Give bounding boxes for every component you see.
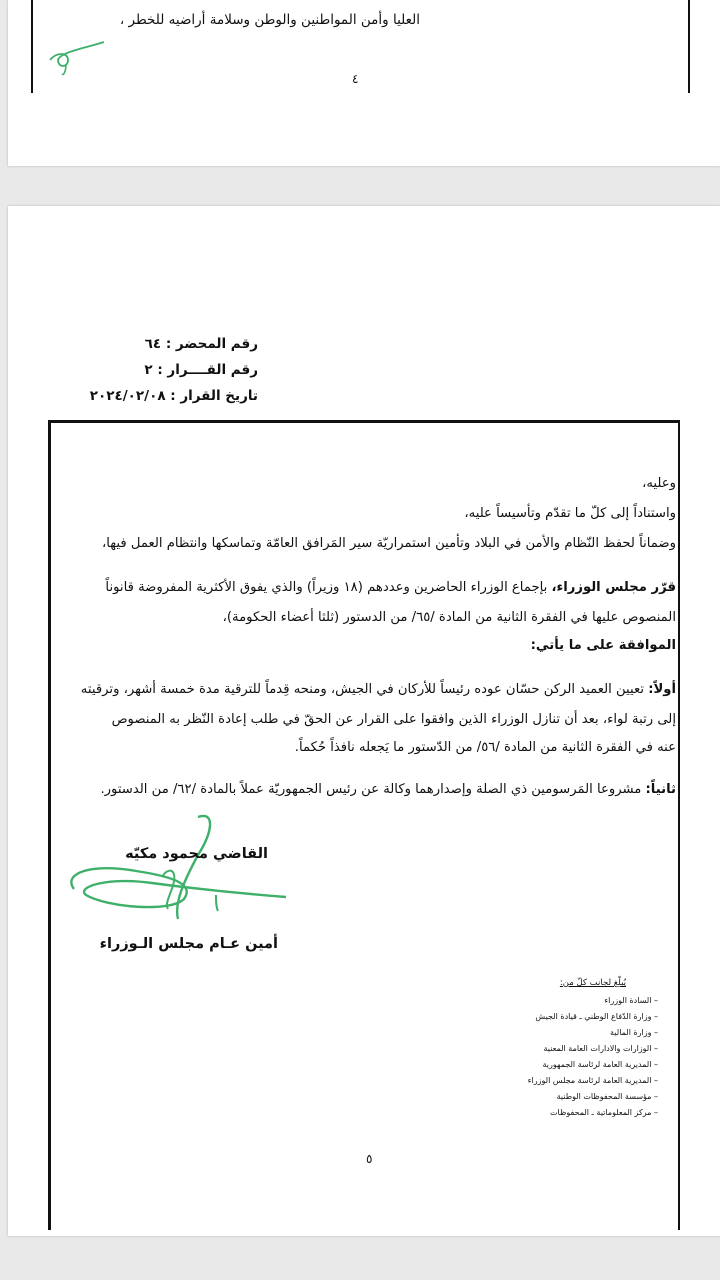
item-second [100,780,676,800]
item-second-text: مشروعا المَرسومين ذي الصلة وإصدارهما وكالة عن رئيس الجمهوريّة عملاً بالمادة /٦٢/ من الدستور. [100,782,646,797]
previous-page-number: ٤ [352,72,359,86]
distribution-item: – مؤسسة المحفوظات الوطنية [556,1092,658,1101]
distribution-title: يُبلّغ لجانب كلّ من: [559,978,626,988]
record-number: رقم المحضر : ٦٤ [144,336,258,352]
distribution-item: – المديرية العامة لرئاسة الجمهورية [542,1060,658,1069]
approval-label: الموافقة [618,638,676,653]
initials-signature-image [46,38,110,78]
previous-page-last-line: العليا وأمن المواطنين والوطن وسلامة أراضيه للخطر ، [119,12,420,28]
paragraph-based-on: واستناداً إلى كلّ ما تقدّم وتأسيساً عليه، [464,506,676,521]
item-first-line3: عنه في الفقرة الثانية من المادة /٥٦/ من الدّستور ما يَجعله نافذاً حُكماً. [294,740,676,755]
handwritten-signature-image [66,811,306,921]
decision-page [8,206,720,1236]
distribution-item: – مركز المعلوماتية ـ المحفوظات [550,1108,658,1117]
decision-date: تاريخ القرار : ٢٠٢٤/٠٢/٠٨ [89,388,258,404]
council-decided-label: قرّر مجلس الوزراء، [551,580,676,595]
item-first-label: أولاً: [648,682,676,697]
distribution-item: – السادة الوزراء [604,996,658,1005]
signatory-name: القاضي محمود مكيّه [125,846,268,862]
approval-heading [531,636,676,656]
paragraph-council-decided [105,578,676,598]
item-first-line1 [81,680,676,700]
item-second-label: ثانياً: [645,782,676,797]
frame-border-left [31,0,33,93]
page-number: ٥ [366,1152,373,1166]
approval-text: على ما يأتي: [530,638,619,653]
previous-page [8,0,720,166]
distribution-item: – الوزارات والادارات العامة المعنية [543,1044,658,1053]
item-first-line2: إلى رتبة لواء، بعد أن تنازل الوزراء الذين وافقوا على القرار عن الحقّ في طلب إعادة النّظر به المنصوص [111,712,676,727]
distribution-item: – وزارة الدّفاع الوطني ـ قيادة الجيش [535,1012,658,1021]
paragraph-guarantee: وضماناً لحفظ النّظام والأمن في البلاد وتأمين استمراريّة سير المَرافق العامّة وتماسكها وانتظام العمل فيها، [102,536,676,551]
council-decided-text: بإجماع الوزراء الحاضرين وعددهم (١٨ وزيراً) والذي يفوق الأكثرية المفروضة قانوناً [105,580,552,595]
item-first-text: تعيين العميد الركن حسّان عوده رئيساً للأركان في الجيش، ومنحه قِدماً للترقية مدة خمسة أشهر، وترقيته [80,682,649,697]
decision-number: رقم القــــرار : ٢ [144,362,258,378]
distribution-item: – وزارة المالية [610,1028,658,1037]
distribution-item: – المديرية العامة لرئاسة مجلس الوزراء [527,1076,658,1085]
paragraph-constitution-ref: المنصوص عليها في الفقرة الثانية من المادة /٦٥/ من الدستور (ثلثا أعضاء الحكومة)، [222,610,676,625]
signatory-title: أمين عـام مجلس الـوزراء [99,936,278,952]
frame-border-right [688,0,690,93]
paragraph-whereas: وعليه، [642,476,676,491]
